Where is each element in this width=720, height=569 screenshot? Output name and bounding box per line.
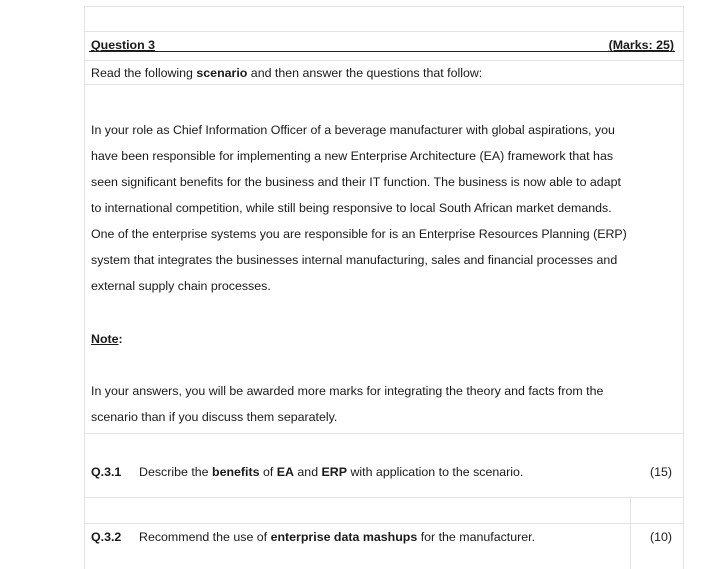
subquestion-text — [139, 529, 535, 545]
scenario-line: to international competition, while still being responsive to local South African market demands. — [91, 201, 612, 215]
table-divider — [84, 497, 684, 498]
subquestion-text-part: Recommend the use of — [139, 530, 271, 544]
subquestion-text — [139, 464, 523, 480]
instruction-suffix: and then answer the questions that follow: — [247, 66, 483, 80]
table-divider — [84, 433, 684, 434]
subquestion-text-part: for the manufacturer. — [417, 530, 536, 544]
scenario-line: In your role as Chief Information Officer of a beverage manufacturer with global aspirations, you — [91, 123, 615, 137]
title-rule — [89, 51, 675, 52]
subquestion-marks: (10) — [650, 530, 673, 544]
subquestion-text-part: and — [293, 465, 322, 479]
scenario-line: One of the enterprise systems you are responsible for is an Enterprise Resources Planning (ERP) — [91, 227, 627, 241]
table-border-left — [84, 6, 85, 569]
marks-column-divider — [630, 497, 631, 569]
question-marks: (Marks: 25) — [608, 38, 674, 52]
subquestion-bold-part: enterprise data mashups — [270, 530, 418, 544]
subquestion-bold-part: benefits — [212, 465, 260, 479]
scenario-paragraph — [91, 117, 627, 299]
instruction-text — [91, 65, 482, 81]
note-colon: : — [118, 332, 123, 346]
note-paragraph — [91, 378, 603, 430]
table-divider — [84, 60, 684, 61]
subquestion-text-part: Describe the — [139, 465, 213, 479]
note-line: In your answers, you will be awarded more marks for integrating the theory and facts from the — [91, 384, 604, 398]
note-heading — [91, 331, 123, 347]
scenario-line: external supply chain processes. — [91, 279, 271, 293]
subquestion-marks: (15) — [650, 465, 673, 479]
scenario-line: system that integrates the businesses internal manufacturing, sales and financial processes and — [91, 253, 618, 267]
subquestion-number: Q.3.2 — [91, 530, 122, 544]
table-divider — [84, 523, 684, 524]
subquestion-text-part: with application to the scenario. — [347, 465, 524, 479]
table-border-right — [683, 6, 684, 569]
subquestion-bold-part: ERP — [321, 465, 348, 479]
instruction-prefix: Read the following — [91, 66, 197, 80]
instruction-bold: scenario — [196, 66, 248, 80]
scenario-line: have been responsible for implementing a new Enterprise Architecture (EA) framework that has — [91, 149, 614, 163]
table-divider — [84, 84, 684, 85]
subquestion-text-part: of — [259, 465, 277, 479]
table-border-top — [84, 6, 684, 7]
note-label: Note — [91, 332, 119, 346]
scenario-line: seen significant benefits for the business and their IT function. The business is now able to adapt — [91, 175, 621, 189]
subquestion-number: Q.3.1 — [91, 465, 122, 479]
note-line: scenario than if you discuss them separately. — [91, 410, 338, 424]
subquestion-bold-part: EA — [276, 465, 294, 479]
question-title: Question 3 — [91, 38, 156, 52]
table-divider — [84, 31, 684, 32]
